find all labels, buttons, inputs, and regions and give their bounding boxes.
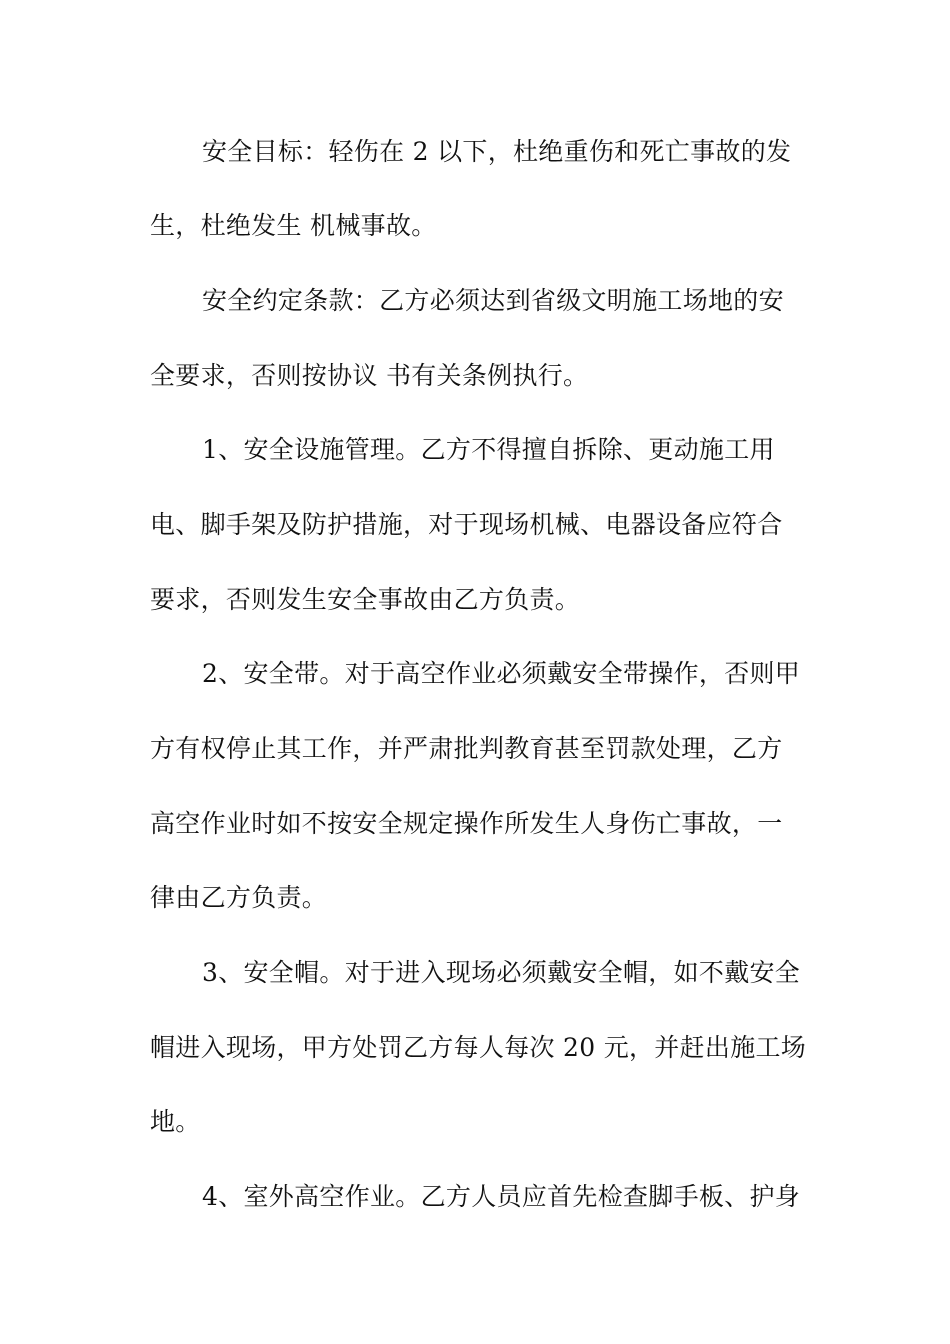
text-line: 电、脚手架及防护措施，对于现场机械、电器设备应符合 — [150, 510, 783, 539]
text-line: 高空作业时如不按安全规定操作所发生人身伤亡事故，一 — [150, 809, 783, 838]
text-line: 2、安全带。对于高空作业必须戴安全带操作，否则甲 — [202, 659, 801, 688]
text-line: 律由乙方负责。 — [150, 883, 328, 912]
text-line: 1、安全设施管理。乙方不得擅自拆除、更动施工用 — [202, 435, 775, 464]
text-line: 安全约定条款：乙方必须达到省级文明施工场地的安 — [202, 286, 784, 315]
text-line: 要求，否则发生安全事故由乙方负责。 — [150, 585, 581, 614]
text-line: 3、安全帽。对于进入现场必须戴安全帽，如不戴安全 — [202, 958, 801, 987]
text-line: 全要求，否则按协议 书有关条例执行。 — [150, 361, 589, 390]
text-line: 4、室外高空作业。乙方人员应首先检查脚手板、护身 — [202, 1182, 801, 1211]
text-line: 帽进入现场，甲方处罚乙方每人每次 20 元，并赶出施工场 — [150, 1033, 807, 1062]
text-line: 安全目标：轻伤在 2 以下，杜绝重伤和死亡事故的发 — [202, 137, 792, 166]
text-line: 生，杜绝发生 机械事故。 — [150, 211, 437, 240]
text-line: 地。 — [150, 1107, 201, 1136]
text-line: 方有权停止其工作，并严肃批判教育甚至罚款处理，乙方 — [150, 734, 783, 763]
